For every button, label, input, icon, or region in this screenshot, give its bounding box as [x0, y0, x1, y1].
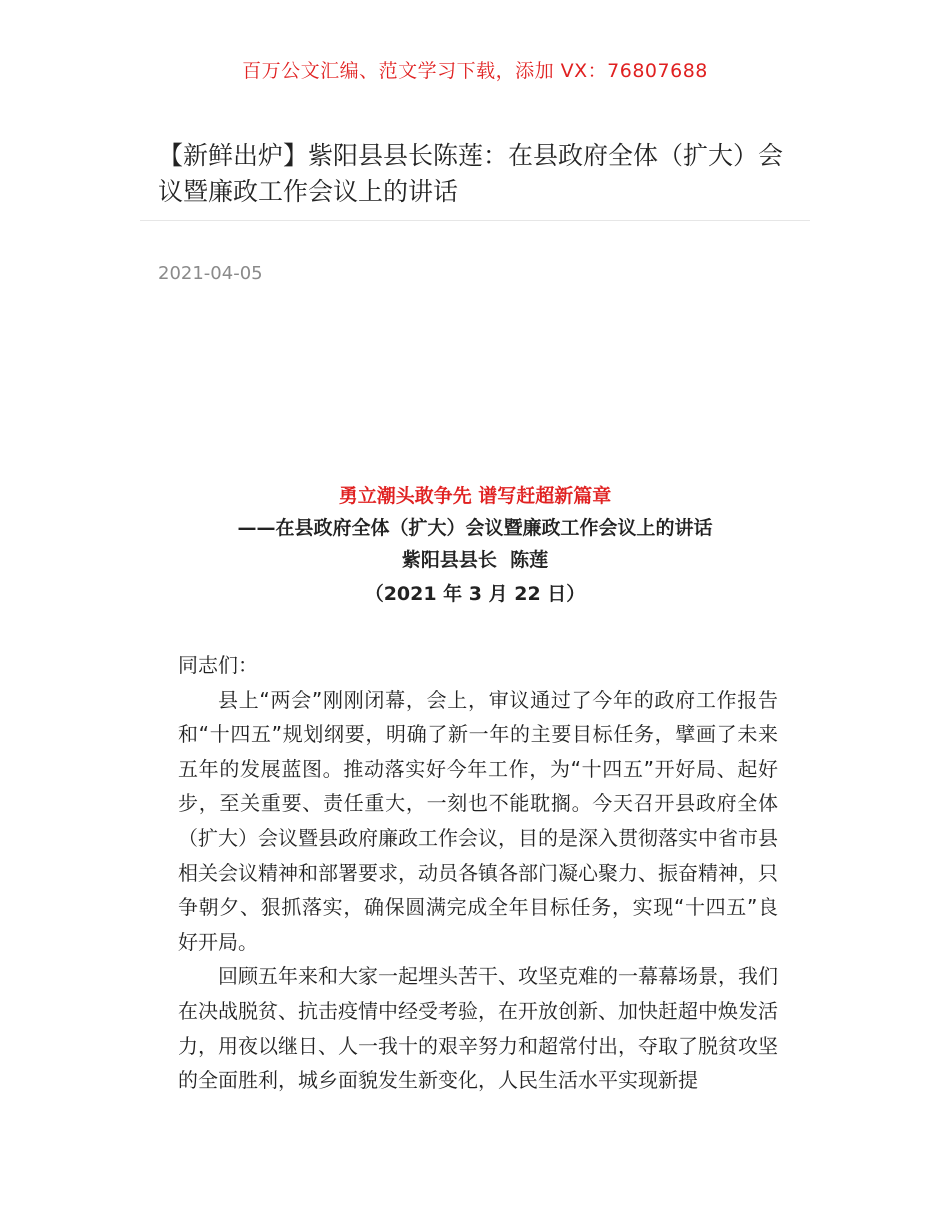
title-divider	[140, 220, 810, 221]
promo-banner: 百万公文汇编、范文学习下载，添加 VX：76807688	[242, 60, 708, 82]
salutation: 同志们：	[178, 653, 258, 677]
speaker-name: 陈莲	[510, 549, 549, 571]
speech-paragraph: 回顾五年来和大家一起埋头苦干、攻坚克难的一幕幕场景，我们在决战脱贫、抗击疫情中经受考验，在开放创新、加快赶超中焕发活力，用夜以继日、人一我十的艰辛努力和超常付出，夺取了脱贫攻坚的全面胜利，城乡面貌发生新变化，人民生活水平实现新提	[178, 964, 778, 1093]
speech-body	[178, 648, 778, 1098]
speech-paragraph: 县上“两会”刚刚闭幕，会上，审议通过了今年的政府工作报告和“十四五”规划纲要，明确了新一年的主要目标任务，擘画了未来五年的发展蓝图。推动落实好今年工作，为“十四五”开好局、起好步，至关重要、责任重大，一刻也不能耽搁。今天召开县政府全体（扩大）会议暨县政府廉政工作会议，目的是深入贯彻落实中省市县相关会议精神和部署要求，动员各镇各部门凝心聚力、振奋精神，只争朝夕、狠抓落实，确保圆满完成全年目标任务，实现“十四五”良好开局。	[178, 687, 778, 954]
speech-main-title: 勇立潮头敢争先 谱写赶超新篇章	[338, 485, 612, 507]
speech-header	[0, 480, 950, 610]
speech-date: （2021 年 3 月 22 日）	[364, 583, 586, 605]
speaker-role: 紫阳县县长	[401, 549, 497, 571]
article-title: 【新鲜出炉】紫阳县县长陈莲：在县政府全体（扩大）会议暨廉政工作会议上的讲话	[158, 141, 784, 206]
publish-date: 2021-04-05	[158, 263, 263, 284]
speaker-line	[0, 544, 950, 576]
speech-subtitle: ——在县政府全体（扩大）会议暨廉政工作会议上的讲话	[237, 517, 713, 539]
